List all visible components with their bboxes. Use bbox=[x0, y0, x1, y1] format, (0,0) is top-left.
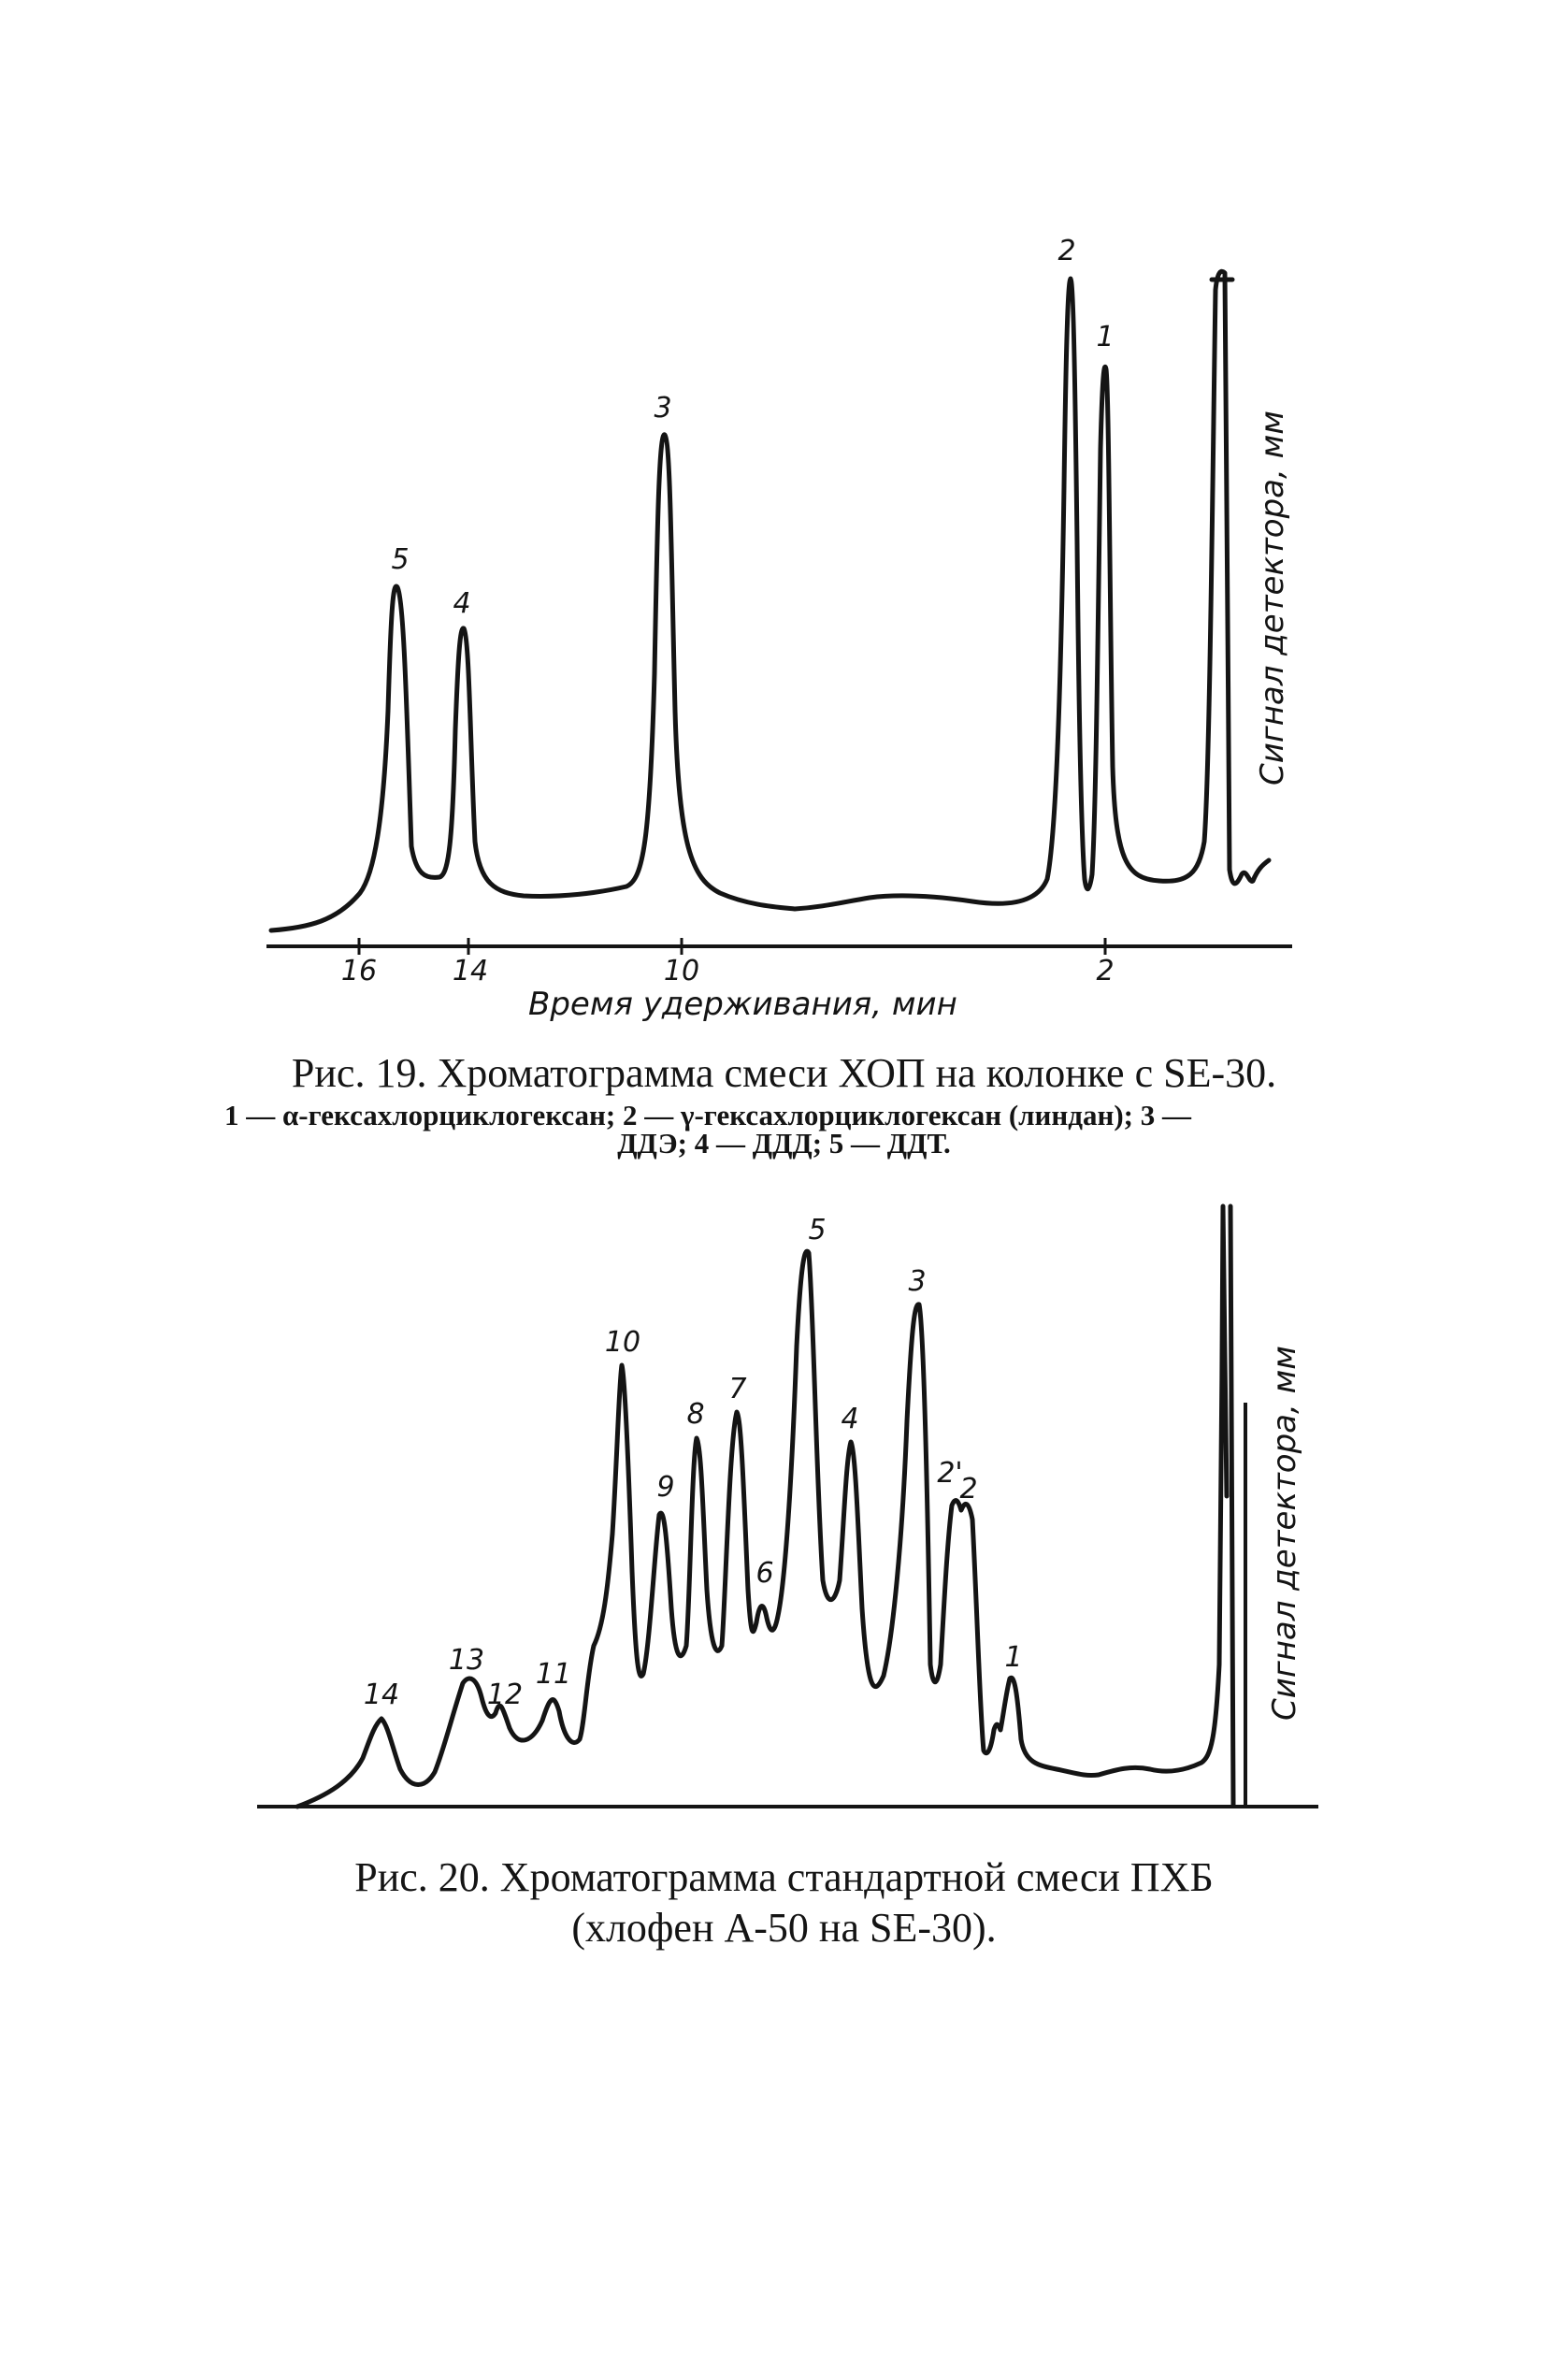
fig19-legend-line2: ДДЭ; 4 — ДДД; 5 — ДДТ. bbox=[617, 1127, 951, 1160]
fig20-peak-label: 4 bbox=[841, 1403, 859, 1435]
fig19-legend-line1: 1 — α-гексахлорциклогексан; 2 — γ-гексахлорциклогексан (линдан); 3 — bbox=[224, 1099, 1191, 1131]
fig19-peak-label: 4 bbox=[453, 587, 471, 620]
fig20-y-axis-title: Сигнал детектора, мм bbox=[1266, 1346, 1303, 1721]
fig19-peak-label: 5 bbox=[391, 543, 410, 576]
fig19-tick-label: 16 bbox=[340, 955, 378, 987]
fig20-peak-label: 3 bbox=[908, 1265, 927, 1298]
fig19-signal-trace bbox=[271, 271, 1269, 930]
fig20-peak-label: 7 bbox=[728, 1373, 747, 1405]
fig20-peak-label: 13 bbox=[448, 1644, 485, 1677]
fig20-peak-label: 10 bbox=[604, 1326, 641, 1359]
fig20-peak-label: 14 bbox=[363, 1679, 400, 1711]
chromatogram-fig19 bbox=[266, 235, 1292, 1023]
fig19-tick-label: 14 bbox=[452, 955, 489, 987]
fig19-tick-label: 10 bbox=[663, 955, 700, 987]
fig19-peak-label: 1 bbox=[1096, 321, 1115, 353]
fig20-peak-label: 11 bbox=[535, 1658, 572, 1691]
fig20-peak-label: 2 bbox=[959, 1473, 978, 1506]
fig19-caption: Рис. 19. Хроматограмма смеси ХОП на колонке с SE-30. bbox=[291, 1050, 1277, 1096]
fig20-peak-label: 1 bbox=[1004, 1641, 1023, 1674]
fig19-x-axis-title: Время удерживания, мин bbox=[528, 986, 957, 1023]
fig19-peak-labels bbox=[391, 235, 1114, 620]
fig19-peak-label: 2 bbox=[1057, 235, 1076, 267]
fig20-peak-label: 5 bbox=[808, 1214, 827, 1246]
fig19-tick-label: 2 bbox=[1096, 955, 1115, 987]
chromatogram-fig20 bbox=[257, 1206, 1318, 1807]
fig20-peak-label: 2' bbox=[937, 1457, 963, 1490]
fig20-signal-trace bbox=[297, 1206, 1233, 1807]
fig20-peak-label: 12 bbox=[486, 1679, 524, 1711]
fig19-peak-label: 3 bbox=[654, 392, 672, 425]
fig20-peak-label: 9 bbox=[656, 1471, 675, 1504]
fig20-caption-line2: (хлофен А-50 на SE-30). bbox=[571, 1905, 997, 1951]
fig19-x-axis bbox=[266, 938, 1292, 1023]
fig20-peak-label: 8 bbox=[686, 1398, 705, 1431]
fig20-caption-line1: Рис. 20. Хроматограмма стандартной смеси ПХБ bbox=[354, 1854, 1214, 1900]
fig19-y-axis-title: Сигнал детектора, мм bbox=[1254, 411, 1291, 785]
fig20-peak-label: 6 bbox=[755, 1557, 774, 1590]
